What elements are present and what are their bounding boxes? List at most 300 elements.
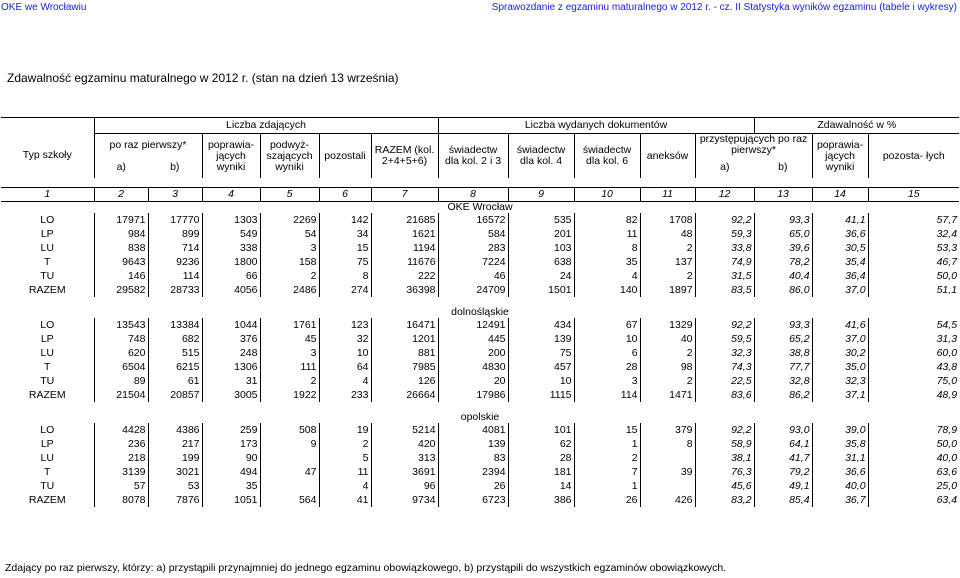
table-cell: 140: [574, 283, 640, 297]
table-cell: 17770: [148, 213, 202, 227]
table-cell: 39,0: [812, 423, 868, 437]
table-cell: 10: [508, 374, 574, 388]
table-cell: 83,2: [695, 493, 754, 507]
row-label: RAZEM: [28, 388, 66, 401]
table-cell: 74,9: [695, 255, 754, 269]
table-cell: 36,6: [812, 227, 868, 241]
table-cell: 2: [319, 437, 371, 451]
table-cell: 41,6: [812, 318, 868, 332]
table-cell: 123: [319, 318, 371, 332]
table-cell: 7224: [438, 255, 508, 269]
table-cell: 32,3: [812, 374, 868, 388]
table-cell: 78,9: [868, 423, 959, 437]
table-cell: 92,2: [695, 213, 754, 227]
table-cell: 8: [574, 241, 640, 255]
table-cell: 49,1: [754, 479, 812, 493]
table-cell: 36,4: [812, 269, 868, 283]
table-cell: 65,2: [754, 332, 812, 346]
table-row: [1, 465, 959, 479]
table-cell: 82: [574, 213, 640, 227]
header-swiadectw-2i3: świadectw dla kol. 2 i 3: [438, 134, 508, 179]
table-cell: 35: [574, 255, 640, 269]
table-cell: 31,3: [868, 332, 959, 346]
table-cell: 2269: [260, 213, 319, 227]
column-number: 4: [202, 187, 260, 201]
table-cell: 17971: [94, 213, 148, 227]
table-cell: 2: [640, 346, 695, 360]
table-cell: 40: [640, 332, 695, 346]
column-number: 9: [508, 187, 574, 201]
table-cell: 142: [319, 213, 371, 227]
table-cell: 58,9: [695, 437, 754, 451]
row-label: LP: [40, 332, 54, 345]
table-cell: 75: [319, 255, 371, 269]
table-cell: 3: [260, 346, 319, 360]
table-cell: 6215: [148, 360, 202, 374]
row-label: LU: [40, 346, 54, 359]
table-cell: 7876: [148, 493, 202, 507]
table-cell: 41,7: [754, 451, 812, 465]
table-cell: 43,8: [868, 360, 959, 374]
table-cell: 40,0: [868, 451, 959, 465]
table-cell: 29582: [94, 283, 148, 297]
row-label: LO: [40, 423, 55, 436]
table-cell: 200: [438, 346, 508, 360]
table-row: [1, 423, 959, 437]
row-label: RAZEM: [28, 493, 66, 506]
table-cell: 90: [202, 451, 260, 465]
table-cell: 984: [94, 227, 148, 241]
table-cell: 83,6: [695, 388, 754, 402]
table-cell: 51,1: [868, 283, 959, 297]
table-cell: 1: [574, 479, 640, 493]
table-row: [1, 227, 959, 241]
table-cell: 35,8: [812, 437, 868, 451]
table-cell: 201: [508, 227, 574, 241]
table-cell: 85,4: [754, 493, 812, 507]
table-cell: 236: [94, 437, 148, 451]
column-number: 2: [94, 187, 148, 201]
table-cell: 76,3: [695, 465, 754, 479]
table-cell: 714: [148, 241, 202, 255]
table-cell: 137: [640, 255, 695, 269]
table-cell: 899: [148, 227, 202, 241]
table-cell: 26: [574, 493, 640, 507]
table-cell: 111: [260, 360, 319, 374]
table-cell: 2486: [260, 283, 319, 297]
column-number: 14: [812, 187, 868, 201]
table-cell: 1303: [202, 213, 260, 227]
table-cell: 93,0: [754, 423, 812, 437]
header-po-raz-pierwszy: po raz pierwszy*: [94, 134, 202, 157]
row-label: TU: [40, 374, 55, 387]
table-cell: 62: [508, 437, 574, 451]
table-row: [1, 318, 959, 332]
table-cell: 3691: [371, 465, 438, 479]
table-cell: [260, 451, 319, 465]
table-cell: 41,1: [812, 213, 868, 227]
table-cell: 376: [202, 332, 260, 346]
header-podwyzszajacych: podwyż- szających wyniki: [260, 134, 319, 179]
table-cell: 65,0: [754, 227, 812, 241]
table-cell: 6504: [94, 360, 148, 374]
header-pozostali: pozostali: [319, 134, 371, 179]
table-cell: 445: [438, 332, 508, 346]
table-cell: 11: [574, 227, 640, 241]
column-number: 10: [574, 187, 640, 201]
table-cell: 199: [148, 451, 202, 465]
table-cell: 45,6: [695, 479, 754, 493]
table-cell: 39: [640, 465, 695, 479]
table-cell: 98: [640, 360, 695, 374]
table-cell: 59,3: [695, 227, 754, 241]
table-cell: 57: [94, 479, 148, 493]
table-cell: 222: [371, 269, 438, 283]
table-cell: 26664: [371, 388, 438, 402]
table-cell: 53: [148, 479, 202, 493]
page-title: Zdawalność egzaminu maturalnego w 2012 r. (stan na dzień 13 września): [7, 71, 399, 85]
table-cell: 31: [202, 374, 260, 388]
table-cell: 54,5: [868, 318, 959, 332]
table-cell: 426: [640, 493, 695, 507]
row-label: T: [44, 465, 51, 478]
header-razem: RAZEM (kol. 2+4+5+6): [371, 134, 438, 179]
table-cell: 338: [202, 241, 260, 255]
table-cell: 158: [260, 255, 319, 269]
table-cell: 259: [202, 423, 260, 437]
table-cell: 9643: [94, 255, 148, 269]
table-cell: 1471: [640, 388, 695, 402]
table-row: [1, 360, 959, 374]
table-cell: 40,4: [754, 269, 812, 283]
table-cell: 7985: [371, 360, 438, 374]
header-poprawiajacych: poprawia- jących wyniki: [202, 134, 260, 179]
table-cell: 20857: [148, 388, 202, 402]
table-cell: 139: [438, 437, 508, 451]
table-cell: 83: [438, 451, 508, 465]
table-cell: 36398: [371, 283, 438, 297]
table-cell: 508: [260, 423, 319, 437]
table-cell: [260, 479, 319, 493]
table-cell: 313: [371, 451, 438, 465]
table-cell: 2: [574, 451, 640, 465]
table-cell: 2394: [438, 465, 508, 479]
column-number: 15: [868, 187, 959, 201]
table-cell: 11: [319, 465, 371, 479]
table-cell: 2: [640, 269, 695, 283]
table-cell: 638: [508, 255, 574, 269]
table-cell: 53,3: [868, 241, 959, 255]
table-cell: 1897: [640, 283, 695, 297]
table-cell: 1329: [640, 318, 695, 332]
table-cell: 57,7: [868, 213, 959, 227]
table-cell: 1051: [202, 493, 260, 507]
table-row: [1, 269, 959, 283]
table-cell: 13384: [148, 318, 202, 332]
column-number: 5: [260, 187, 319, 201]
table-cell: 93,3: [754, 318, 812, 332]
table-cell: 11676: [371, 255, 438, 269]
table-cell: 2: [640, 241, 695, 255]
table-cell: 32: [319, 332, 371, 346]
table-cell: 4830: [438, 360, 508, 374]
table-cell: 10: [319, 346, 371, 360]
table-cell: 6: [574, 346, 640, 360]
column-number: 3: [148, 187, 202, 201]
table-cell: 37,0: [812, 332, 868, 346]
table-cell: 93,3: [754, 213, 812, 227]
table-cell: 89: [94, 374, 148, 388]
table-cell: 881: [371, 346, 438, 360]
table-cell: 61: [148, 374, 202, 388]
table-cell: 59,5: [695, 332, 754, 346]
header-a: a): [94, 156, 148, 178]
table-cell: 3021: [148, 465, 202, 479]
table-cell: 1621: [371, 227, 438, 241]
table-cell: 434: [508, 318, 574, 332]
table-cell: 92,2: [695, 423, 754, 437]
table-cell: 2: [640, 374, 695, 388]
section-title: OKE Wrocław: [447, 201, 513, 213]
table-cell: 1306: [202, 360, 260, 374]
row-label: LP: [40, 227, 54, 240]
table-cell: 38,1: [695, 451, 754, 465]
table-cell: 535: [508, 213, 574, 227]
header-swiadectw-kol6: świadectw dla kol. 6: [574, 134, 640, 179]
section-title: opolskie: [460, 411, 500, 423]
table-cell: 126: [371, 374, 438, 388]
table-cell: 63,4: [868, 493, 959, 507]
header-liczba-zdajacych: Liczba zdających: [94, 118, 438, 134]
table-cell: 14: [508, 479, 574, 493]
table-cell: 4081: [438, 423, 508, 437]
table-cell: [640, 479, 695, 493]
table-cell: 17986: [438, 388, 508, 402]
table-row: [1, 451, 959, 465]
table-cell: 36,7: [812, 493, 868, 507]
table-cell: 37,0: [812, 283, 868, 297]
table-cell: 26: [438, 479, 508, 493]
row-label: TU: [40, 479, 55, 492]
table-cell: 7: [574, 465, 640, 479]
row-label: RAZEM: [28, 283, 66, 296]
table-cell: 181: [508, 465, 574, 479]
table-cell: 101: [508, 423, 574, 437]
table-cell: 41: [319, 493, 371, 507]
table-cell: 4: [319, 479, 371, 493]
table-cell: 13543: [94, 318, 148, 332]
topbar-right-text: Sprawozdanie z egzaminu maturalnego w 2012 r. - cz. II Statystyka wyników egzaminu (tabele i wykresy): [491, 1, 957, 13]
table-cell: 584: [438, 227, 508, 241]
table-cell: 64: [319, 360, 371, 374]
table-cell: 28733: [148, 283, 202, 297]
table-cell: 8078: [94, 493, 148, 507]
header-typ-szkoly: Typ szkoły: [22, 149, 72, 162]
table-cell: [640, 451, 695, 465]
table-cell: 35: [202, 479, 260, 493]
table-cell: 30,2: [812, 346, 868, 360]
table-cell: 96: [371, 479, 438, 493]
table-cell: 1800: [202, 255, 260, 269]
table-cell: 15: [574, 423, 640, 437]
table-cell: 217: [148, 437, 202, 451]
table-cell: 75: [508, 346, 574, 360]
header-b2: b): [778, 160, 788, 173]
table-cell: 114: [148, 269, 202, 283]
table-cell: 75,0: [868, 374, 959, 388]
table-cell: 9236: [148, 255, 202, 269]
footnote: Zdający po raz pierwszy, którzy: a) przystąpili przynajmniej do jednego egzaminu obowiązkowego, b) przystąpili do wszystkich egzaminów obowiązkowych.: [5, 562, 727, 574]
table-cell: 564: [260, 493, 319, 507]
table-cell: 549: [202, 227, 260, 241]
table-cell: 39,6: [754, 241, 812, 255]
table-row: [1, 493, 959, 507]
table-cell: 3: [260, 241, 319, 255]
table-cell: 28: [574, 360, 640, 374]
table-cell: 31,1: [812, 451, 868, 465]
header-zdawalnosc: Zdawalność w %: [754, 118, 959, 134]
column-number: 7: [371, 187, 438, 201]
row-label: TU: [40, 269, 55, 282]
table-cell: 9734: [371, 493, 438, 507]
table-cell: 34: [319, 227, 371, 241]
table-cell: 3005: [202, 388, 260, 402]
table-cell: 10: [574, 332, 640, 346]
table-cell: 22,5: [695, 374, 754, 388]
table-row: [1, 346, 959, 360]
table-cell: 64,1: [754, 437, 812, 451]
table-cell: 3139: [94, 465, 148, 479]
table-row: [1, 241, 959, 255]
table-cell: 24709: [438, 283, 508, 297]
table-cell: 4056: [202, 283, 260, 297]
table-cell: 15: [319, 241, 371, 255]
header-b: b): [170, 160, 180, 173]
table-cell: 46,7: [868, 255, 959, 269]
table-cell: 1115: [508, 388, 574, 402]
table-cell: 4: [319, 374, 371, 388]
column-number: 1: [1, 187, 94, 201]
table-cell: 12491: [438, 318, 508, 332]
table-cell: 20: [438, 374, 508, 388]
table-cell: 92,2: [695, 318, 754, 332]
table-cell: 36,6: [812, 465, 868, 479]
table-cell: 67: [574, 318, 640, 332]
table-cell: 1501: [508, 283, 574, 297]
table-cell: 86,0: [754, 283, 812, 297]
header-a2: a): [695, 156, 754, 178]
table-cell: 1194: [371, 241, 438, 255]
table-cell: 35,4: [812, 255, 868, 269]
table-cell: 748: [94, 332, 148, 346]
table-row: [1, 255, 959, 269]
table-cell: 4386: [148, 423, 202, 437]
table-cell: 21504: [94, 388, 148, 402]
table-cell: 77,7: [754, 360, 812, 374]
table-cell: 28: [508, 451, 574, 465]
table-cell: 233: [319, 388, 371, 402]
table-cell: 16471: [371, 318, 438, 332]
table-cell: 2: [260, 374, 319, 388]
table-row: [1, 437, 959, 451]
header-pozostalych: pozosta- łych: [868, 134, 959, 179]
table-cell: 2: [260, 269, 319, 283]
table-cell: 4: [574, 269, 640, 283]
table-cell: 494: [202, 465, 260, 479]
table-cell: 60,0: [868, 346, 959, 360]
table-cell: 283: [438, 241, 508, 255]
column-number: 13: [754, 187, 812, 201]
table-cell: 24: [508, 269, 574, 283]
table-cell: 48,9: [868, 388, 959, 402]
table-cell: 32,4: [868, 227, 959, 241]
table-row: [1, 388, 959, 402]
table-cell: 1761: [260, 318, 319, 332]
table-cell: 5214: [371, 423, 438, 437]
row-label: LO: [40, 213, 55, 226]
table-cell: 6723: [438, 493, 508, 507]
table-cell: 682: [148, 332, 202, 346]
table-cell: 4428: [94, 423, 148, 437]
table-cell: 38,8: [754, 346, 812, 360]
section-title: dolnośląskie: [451, 306, 509, 318]
table-cell: 173: [202, 437, 260, 451]
table-cell: 83,5: [695, 283, 754, 297]
table-row: [1, 374, 959, 388]
topbar-left-text: OKE we Wrocławiu: [1, 1, 87, 13]
table-cell: 25,0: [868, 479, 959, 493]
table-cell: 66: [202, 269, 260, 283]
table-cell: 218: [94, 451, 148, 465]
table-cell: 35,0: [812, 360, 868, 374]
column-number: 8: [438, 187, 508, 201]
header-aneksow: aneksów: [640, 134, 695, 179]
table-cell: 139: [508, 332, 574, 346]
table-cell: 1044: [202, 318, 260, 332]
table-cell: 420: [371, 437, 438, 451]
table-cell: 3: [574, 374, 640, 388]
table-row: [1, 479, 959, 493]
table-cell: 21685: [371, 213, 438, 227]
table-cell: 379: [640, 423, 695, 437]
header-liczba-dokumentow: Liczba wydanych dokumentów: [438, 118, 754, 134]
table-cell: 9: [260, 437, 319, 451]
table-cell: 78,2: [754, 255, 812, 269]
column-number: 11: [640, 187, 695, 201]
table-cell: 74,3: [695, 360, 754, 374]
table-cell: 146: [94, 269, 148, 283]
table-cell: 8: [640, 437, 695, 451]
table-cell: 8: [319, 269, 371, 283]
table-cell: 620: [94, 346, 148, 360]
table-cell: 33,8: [695, 241, 754, 255]
table-cell: 838: [94, 241, 148, 255]
table-row: [1, 332, 959, 346]
column-number: 12: [695, 187, 754, 201]
table-cell: 114: [574, 388, 640, 402]
table-cell: 86,2: [754, 388, 812, 402]
table-cell: 45: [260, 332, 319, 346]
row-label: LU: [40, 241, 54, 254]
table-cell: 63,6: [868, 465, 959, 479]
row-label: LO: [40, 318, 55, 331]
top-bar: [0, 0, 960, 14]
table-cell: 79,2: [754, 465, 812, 479]
column-number-row: [1, 187, 959, 201]
column-number: 6: [319, 187, 371, 201]
table-cell: 31,5: [695, 269, 754, 283]
table-cell: 274: [319, 283, 371, 297]
